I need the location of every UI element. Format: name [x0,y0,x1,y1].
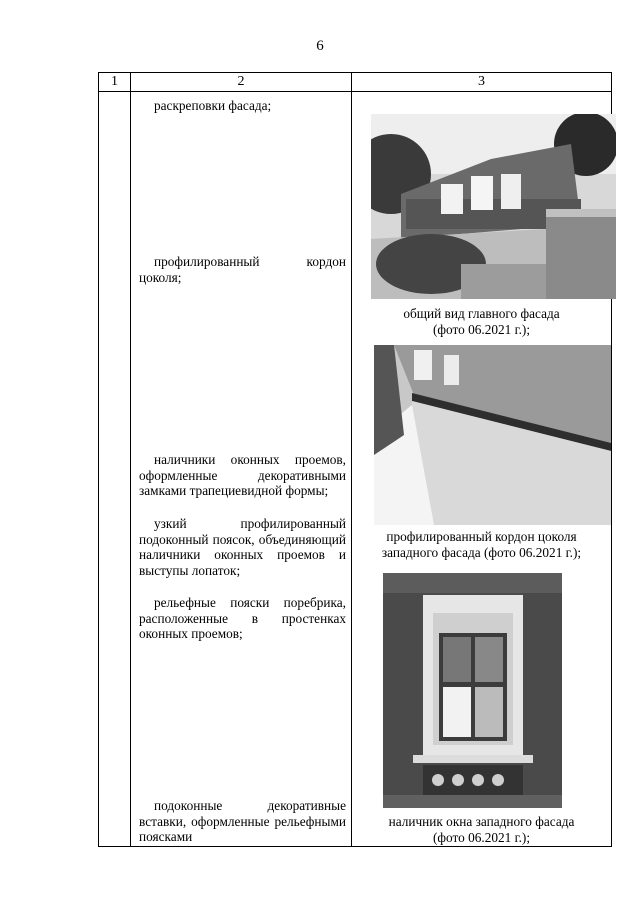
description-cell [131,92,352,847]
feature-sill-belt: узкий профилированный подоконный поясок, объединяющий наличники оконных проемов и выступы лопаток; [139,516,346,578]
window-surround-photo [383,573,562,808]
caption-main-facade-line1: общий вид главного фасада [403,306,560,321]
table-row [99,92,612,847]
photo-cell [352,92,612,847]
plinth-cordon-photo [374,345,611,525]
caption-window-line2: (фото 06.2021 г.); [432,830,531,845]
header-col-3: 3 [352,73,612,92]
monument-features-table [98,72,612,847]
header-col-2: 2 [131,73,352,92]
feature-sill-inserts: подоконные декоративные вставки, оформленные рельефными поясками [139,798,346,844]
number-cell [99,92,131,847]
feature-window-surrounds: наличники оконных проемов, оформленные декоративными замками трапециевидной формы; [139,452,346,498]
table-header-row [99,73,612,92]
feature-relief-belts: рельефные пояски поребрика, расположенные в простенках оконных проемов; [139,595,346,641]
page-number: 6 [316,38,324,54]
main-facade-photo [371,114,616,299]
caption-main-facade-line2: (фото 06.2021 г.); [432,322,531,337]
caption-window-line1: наличник окна западного фасада [388,814,575,829]
header-col-1: 1 [99,73,131,92]
feature-plinth-cordon: профилированный кордон цоколя; [139,254,346,285]
caption-plinth-line1: профилированный кордон цоколя [386,529,577,544]
feature-facade-projections: раскреповки фасада; [154,98,272,113]
caption-plinth-line2: западного фасада (фото 06.2021 г.); [381,545,582,560]
